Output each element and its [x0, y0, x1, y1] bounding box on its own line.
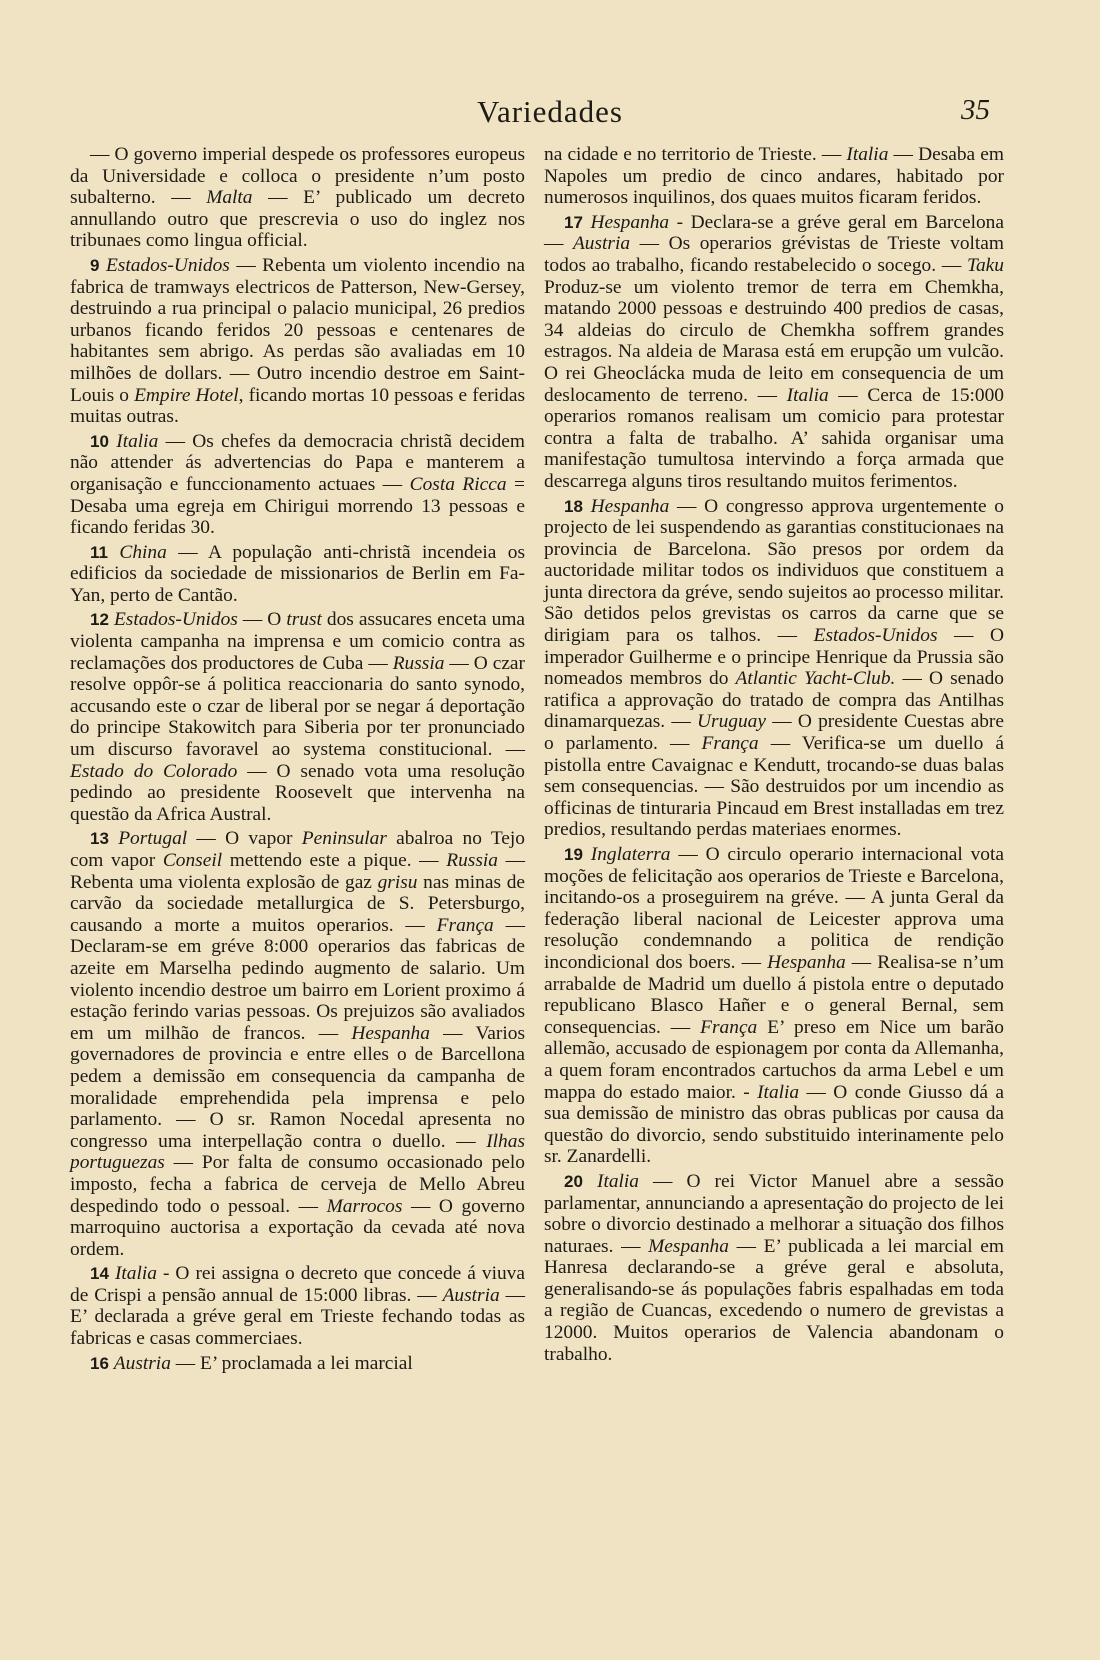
news-paragraph: [544, 212, 1004, 493]
place-name: Uruguay: [697, 711, 766, 733]
paragraph-text: nas minas de carvão da sociedade metallurgica de S. Petersburgo, causando a morte a muitos operarios. —: [70, 871, 525, 936]
news-paragraph: [70, 255, 525, 428]
place-name: grisu: [377, 871, 418, 893]
paragraph-text: , ficando mortas 10 pessoas e feridas muitas outras.: [70, 384, 525, 428]
paragraph-text: — O circulo operario internacional vota moções de felicitação aos operarios de Trieste e Barcelona, incitando-os a proseguirem na gréve. — A junta Geral da federação liberal nacional de Leicester approva uma resolução condemnando a politica de rendição incondicional dos boers. —: [544, 844, 1005, 973]
paragraph-text: abalroa no Tejo com vapor: [70, 828, 525, 871]
place-name: Estados-Unidos: [113, 609, 238, 631]
news-paragraph: [70, 144, 525, 252]
place-name: Estados-Unidos: [105, 254, 230, 276]
place-name: trust: [286, 609, 322, 631]
paragraph-text: [583, 844, 591, 865]
paragraph-text: - O rei assigna o decreto que concede á viuva de Crispi a pensão annual de 15:000 libras. —: [70, 1263, 525, 1306]
paragraph-text: — Por falta de consumo occasionado pelo imposto, fecha a fabrica de cerveja de Mello Abreu despedindo todo o pessoal. —: [70, 1152, 525, 1217]
place-name: Peninsular: [301, 828, 387, 850]
place-name: Inglaterra: [590, 844, 671, 865]
page-title: Variedades: [477, 94, 623, 129]
paragraph-text: — O rei Victor Manuel abre a sessão parlamentar, annunciando a apresentação do projecto de lei sobre o divorcio destinado a melhorar a situação dos filhos naturaes. —: [544, 1170, 1004, 1257]
paragraph-text: dos assucares enceta uma violenta campanha na imprensa e um comicio contra as reclamações dos productores de Cuba —: [70, 609, 526, 674]
paragraph-text: — E’ declarada a gréve geral em Trieste fechando todas as fabricas e casas commerciaes.: [70, 1284, 525, 1350]
paragraph-text: — O: [237, 609, 287, 631]
paragraph-text: [108, 542, 119, 563]
day-number: 16: [90, 1353, 109, 1373]
paragraph-text: mettendo este a pique. —: [222, 850, 447, 871]
paragraph-text: [583, 1171, 597, 1192]
news-paragraph: [70, 431, 525, 539]
place-name: Hespanha: [351, 1022, 430, 1044]
paragraph-text: — Rebenta uma violenta explosão de gaz: [70, 850, 525, 893]
place-name: Austria: [572, 233, 631, 255]
paragraph-text: — O presidente Cuestas abre o parlamento. —: [544, 711, 1004, 755]
paragraph-text: — O imperador Guilherme e o principe Henrique da Prussia são nomeados membros do: [544, 625, 1004, 690]
left-column: [70, 144, 525, 1377]
place-name: Italia: [757, 1081, 800, 1103]
day-number: 20: [564, 1171, 583, 1191]
paragraph-text: — O conde Giusso dá a sua demissão de ministro das obras publicas por causa da questão do divorcio, sendo substituido interinamente pelo sr. Zanardelli.: [544, 1081, 1004, 1168]
place-name: Marrocos: [326, 1195, 403, 1217]
place-name: Empire Hotel: [134, 384, 239, 406]
day-number: 18: [564, 496, 583, 516]
paragraph-text: — Declaram-se em gréve 8:000 operarios das fabricas de azeite em Marselha pedindo augmento de salario. Um violento incendio destroe um bairro em Lorient proximo á estação ferindo varias pessoas. Os prejuizos são avaliados em um milhão de francos. —: [70, 914, 525, 1044]
news-paragraph: [70, 609, 525, 825]
paragraph-text: — O governo imperial despede os professores europeus da Universidade e colloca o presidente n’um posto subalterno. —: [70, 144, 525, 209]
paragraph-text: Produz-se um violento tremor de terra em Chemkha, matando 2000 pessoas e destruindo 400 predios de casas, 34 aldeias do circulo de Chemkha soffrem grandes estragos. Na aldeia de Marasa está em erupção um vulcão. O rei Gheoclácka muda de leito em consequencia de um deslocamento de terreno. —: [544, 276, 1004, 406]
place-name: Austria: [442, 1284, 500, 1306]
news-paragraph: [70, 1353, 525, 1375]
place-name: Hespanha: [590, 211, 670, 233]
place-name: Taku: [966, 254, 1004, 276]
day-number: 19: [564, 845, 583, 864]
place-name: Italia: [786, 384, 829, 406]
place-name: Hespanha: [767, 951, 846, 973]
paragraph-text: — O senado vota uma resolução pedindo ao presidente Roosevelt que intervenha na questão da Africa Austral.: [70, 760, 525, 825]
paragraph-text: [109, 828, 118, 849]
news-paragraph: [544, 1171, 1004, 1365]
paragraph-text: — O czar resolve oppôr-se á politica reaccionaria do santo synodo, accusando este o czar de liberal por se negar á deportação do principe Stakowitch para Siberia por ter pronunciado um discurso favoravel ao systema constitucional. —: [70, 652, 525, 761]
news-paragraph: [70, 828, 525, 1260]
paragraph-text: [583, 496, 591, 517]
place-name: Estados-Unidos: [813, 625, 938, 647]
news-paragraph: [544, 844, 1004, 1168]
place-name: França: [701, 733, 759, 755]
news-paragraph: [544, 144, 1004, 209]
day-number: 11: [90, 542, 108, 562]
paragraph-text: na cidade e no territorio de Trieste. —: [544, 144, 847, 165]
paragraph-text: — A população anti-christã incendeia os edificios da sociedade de missionarios de Berlin em Fa-Yan, perto de Cantão.: [70, 541, 525, 606]
paragraph-text: — Os chefes da democracia christã decidem não attender ás advertencias do Papa e manterem a organisação e funccionamento actuaes —: [70, 430, 525, 495]
place-name: França: [700, 1016, 758, 1038]
day-number: 13: [90, 829, 109, 849]
place-name: Mespanha: [648, 1235, 729, 1257]
day-number: 14: [90, 1264, 109, 1284]
place-name: Italia: [114, 1263, 157, 1285]
news-paragraph: [70, 1263, 525, 1349]
place-name: Costa Ricca: [409, 473, 507, 495]
paragraph-text: — E’ publicada a lei marcial em Hanresa declarando-se a gréve geral e absoluta, generalisando-se ás populações fabris espalhadas em toda a região de Cuancas, excedendo o numero de grevistas a 12000. Muitos operarios de Valencia abandonam o trabalho.: [544, 1235, 1004, 1365]
paragraph-text: — Os operarios grévistas de Trieste voltam todos ao trabalho, ficando restabelecido o socego. —: [544, 233, 1004, 276]
place-name: França: [436, 914, 494, 936]
place-name: Atlantic Yacht-Club.: [735, 668, 896, 690]
place-name: Italia: [116, 430, 159, 452]
page-number: 35: [961, 94, 990, 126]
paragraph-text: — O governo marroquino auctorisa a exportação da cevada até nova ordem.: [70, 1195, 526, 1260]
place-name: Portugal: [118, 828, 188, 850]
paragraph-text: — Rebenta um violento incendio na fabrica de tramways electricos de Patterson, New-Gersey, destruindo a rua principal o palacio municipal, 26 predios urbanos ficando feridos 20 pessoas e centenares de habitantes sem abrigo. As perdas são avaliadas em 10 milhões de dollars. — Outro incendio destroe em Saint-Louis o: [70, 254, 525, 406]
place-name: Ilhas portuguezas: [70, 1130, 525, 1174]
paragraph-text: - Declara-se a gréve geral em Barcelona —: [544, 211, 1004, 255]
page-header: [0, 94, 1100, 144]
place-name: China: [119, 541, 167, 563]
paragraph-text: — Varios governadores de provincia e entre elles o de Barcellona pedem a demissão em consequencia da campanha de moralidade emprehendida pela imprensa e pelo parlamento. — O sr. Ramon Nocedal apresenta no congresso uma interpellação contra o duello. —: [70, 1022, 525, 1152]
news-paragraph: [544, 496, 1004, 842]
news-paragraph: [70, 542, 525, 607]
paragraph-text: E’ preso em Nice um barão allemão, accusado de espionagem por conta da Allemanha, a quem foram encontrados cartuchos da arma Lebel e um mappa do estado maior. -: [544, 1016, 1004, 1103]
right-column: [544, 144, 1004, 1368]
paragraph-text: — E’ publicado um decreto annullando outro que prescrevia o uso do inglez nos tribunaes como lingua official.: [70, 187, 525, 252]
place-name: Conseil: [162, 850, 223, 871]
paragraph-text: — Cerca de 15:000 operarios romanos realisam um comicio para protestar contra a falta de trabalho. A’ sahida organisar uma manifestação tumultosa intervindo a força armada que descarrega alguns tiros resultando muitos ferimentos.: [544, 384, 1004, 492]
paragraph-text: — O congresso approva urgentemente o projecto de lei suspendendo as garantias constitucionaes na provincia de Barcelona. São presos por ordem da auctoridade militar todos os individuos que constituem a junta directora da gréve, sendo sujeitos ao processo militar. São detidos pelos grevistas os carros da carne que se dirigiam para os talhos. —: [544, 495, 1004, 647]
place-name: Italia: [846, 144, 889, 165]
place-name: Russia: [446, 850, 498, 871]
paragraph-text: — E’ proclamada a lei marcial: [170, 1352, 413, 1374]
place-name: Hespanha: [590, 495, 670, 517]
paragraph-text: — Verifica-se um duello á pistolla entre Cavaignac e Kendutt, trocando-se duas balas sem consequencias. — São destruidos por um incendio as officinas de tinturaria Pincaud em Brest installadas em trez predios, resultando perdas materiaes enormes.: [544, 733, 1004, 841]
paragraph-text: = Desaba uma egreja em Chirigui morrendo 13 pessoas e ficando feridas 30.: [70, 473, 525, 539]
day-number: 17: [564, 212, 583, 232]
day-number: 9: [90, 255, 100, 275]
place-name: Malta: [206, 187, 253, 209]
paragraph-text: — O vapor: [187, 828, 302, 850]
paragraph-text: — O senado ratifica a approvação do tratado de compra das Antilhas dinamarquezas. —: [544, 668, 1004, 733]
place-name: Austria: [113, 1352, 171, 1374]
place-name: Russia: [392, 652, 445, 674]
place-name: Italia: [596, 1170, 639, 1192]
day-number: 10: [90, 431, 109, 451]
paragraph-text: — Realisa-se n’um arrabalde de Madrid um duello á pistola entre o deputado republicano Blasco Hañer e o general Bernal, sem consequencias. —: [544, 951, 1004, 1038]
place-name: Estado do Colorado: [70, 760, 238, 782]
paragraph-text: — Desaba em Napoles um predio de cinco andares, habitado por numerosos inquilinos, dos quaes muitos ficaram feridos.: [544, 144, 1004, 209]
day-number: 12: [90, 610, 109, 630]
